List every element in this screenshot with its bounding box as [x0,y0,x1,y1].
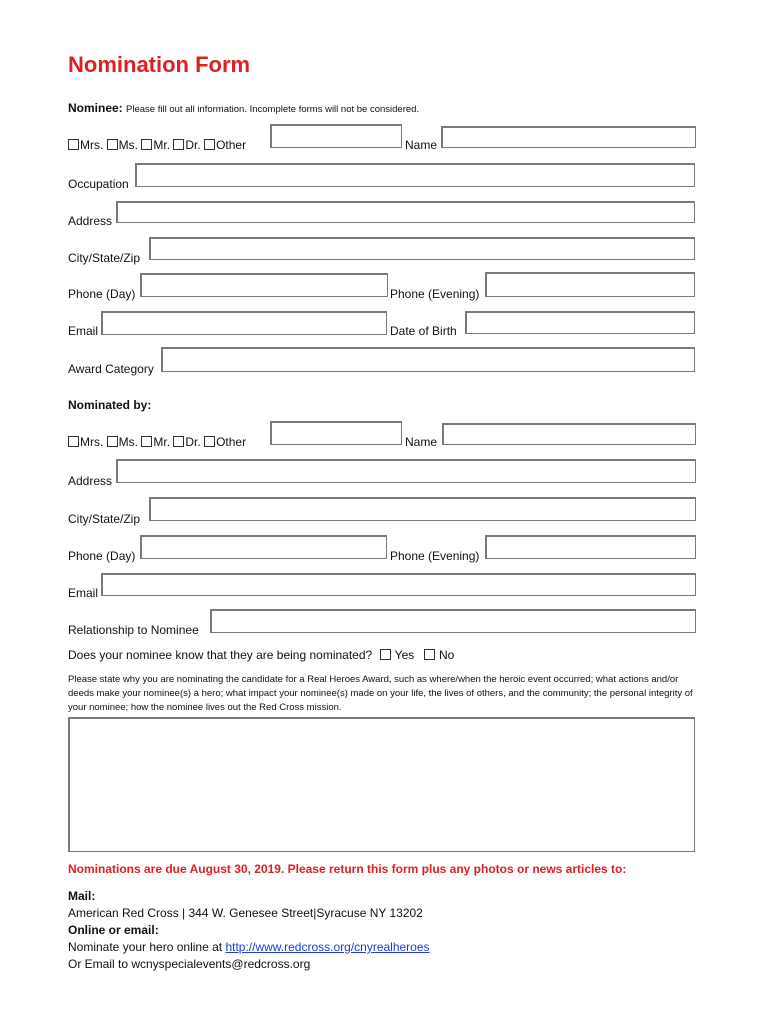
salutation-label: Dr. [185,435,201,449]
nominator-email-label: Email [68,586,99,600]
nominee-address-label: Address [68,214,113,228]
checkbox-icon [173,139,184,150]
email-line: Or Email to wcnyspecialevents@redcross.org [68,957,311,971]
nominator-phone-evening-field[interactable] [485,535,696,559]
nominee-instruction: Please fill out all information. Incomplete forms will not be considered. [126,104,420,115]
salutation-label: Ms. [118,435,139,449]
nominee-city-field[interactable] [149,237,695,260]
salutation-label: Dr. [185,138,201,152]
nominee-heading-row [68,101,419,115]
nominator-address-label: Address [68,474,113,488]
statement-textarea[interactable] [68,717,695,852]
online-heading: Online or email: [68,923,159,937]
online-prefix: Nominate your hero online at [68,940,226,954]
salutation-label: Mr. [153,435,171,449]
nominee-phone-evening-label: Phone (Evening) [390,287,480,301]
nominee-city-label: City/State/Zip [68,251,141,265]
checkbox-icon [424,649,435,660]
checkbox-mrs[interactable] [68,138,103,152]
occupation-field[interactable] [135,163,695,187]
know-question: Does your nominee know that they are being nominated? [68,648,373,662]
checkbox-dr[interactable] [173,435,200,449]
nominator-city-field[interactable] [149,497,696,521]
mail-heading: Mail: [68,889,96,903]
checkbox-icon [68,139,79,150]
occupation-label: Occupation [68,177,129,191]
nominator-salutation-group [68,435,246,449]
mail-address: American Red Cross | 344 W. Genesee Street|Syracuse NY 13202 [68,906,423,920]
checkbox-icon [107,139,118,150]
checkbox-icon [107,436,118,447]
nominator-phone-day-field[interactable] [140,535,387,559]
nominee-dob-field[interactable] [465,311,695,334]
nominee-email-field[interactable] [101,311,387,335]
checkbox-icon [173,436,184,447]
salutation-label: Other [216,138,247,152]
checkbox-ms[interactable] [107,138,138,152]
checkbox-icon [204,139,215,150]
salutation-label: Mr. [153,138,171,152]
award-category-label: Award Category [68,362,154,376]
checkbox-mr[interactable] [141,138,170,152]
salutation-label: Mrs. [80,435,104,449]
salutation-label: Mrs. [80,138,104,152]
no-label: No [438,648,455,662]
nominee-salutation-group [68,138,246,152]
nominee-name-label: Name [405,138,438,152]
nominee-other-field[interactable] [270,124,402,148]
relationship-field[interactable] [210,609,696,633]
statement-instruction: Please state why you are nominating the candidate for a Real Heroes Award, such as where/when the heroic event occurred; what actions and/or deeds make your nominee(s) a hero; what impact your nominee(s) made on your life, the lives of others, and the community; the personal integrity of your nominee; how the nominee lives out the Red Cross mission. [68,674,693,713]
nominator-name-field[interactable] [442,423,696,445]
nominee-dob-label: Date of Birth [390,324,457,338]
nominator-name-label: Name [405,435,438,449]
checkbox-other[interactable] [204,138,246,152]
know-question-row [68,648,454,662]
checkbox-icon [68,436,79,447]
page-title: Nomination Form [68,52,251,77]
nominee-name-field[interactable] [441,126,696,148]
checkbox-mr[interactable] [141,435,170,449]
nominated-by-heading: Nominated by: [68,398,152,412]
checkbox-dr[interactable] [173,138,200,152]
nominee-phone-day-field[interactable] [140,273,388,297]
nominator-phone-day-label: Phone (Day) [68,549,136,563]
nominee-phone-day-label: Phone (Day) [68,287,136,301]
salutation-label: Other [216,435,247,449]
nominee-email-label: Email [68,324,99,338]
online-link[interactable]: http://www.redcross.org/cnyrealheroes [225,940,430,954]
nominee-heading: Nominee: [68,101,123,115]
checkbox-icon [141,436,152,447]
nominee-address-field[interactable] [116,201,695,223]
checkbox-mrs[interactable] [68,435,103,449]
nominee-phone-evening-field[interactable] [485,272,695,297]
award-category-field[interactable] [161,347,695,372]
salutation-label: Ms. [118,138,139,152]
nominator-address-field[interactable] [116,459,696,483]
checkbox-icon [141,139,152,150]
checkbox-icon [204,436,215,447]
checkbox-icon [380,649,391,660]
relationship-label: Relationship to Nominee [68,623,199,637]
checkbox-yes[interactable] [380,648,415,662]
checkbox-ms[interactable] [107,435,138,449]
yes-label: Yes [394,648,415,662]
online-line [68,940,430,954]
nominator-phone-evening-label: Phone (Evening) [390,549,480,563]
nominator-city-label: City/State/Zip [68,512,141,526]
due-notice: Nominations are due August 30, 2019. Please return this form plus any photos or news articles to: [68,862,627,876]
nominator-other-field[interactable] [270,421,402,445]
nominator-email-field[interactable] [101,573,696,596]
checkbox-other[interactable] [204,435,246,449]
checkbox-no[interactable] [424,648,455,662]
